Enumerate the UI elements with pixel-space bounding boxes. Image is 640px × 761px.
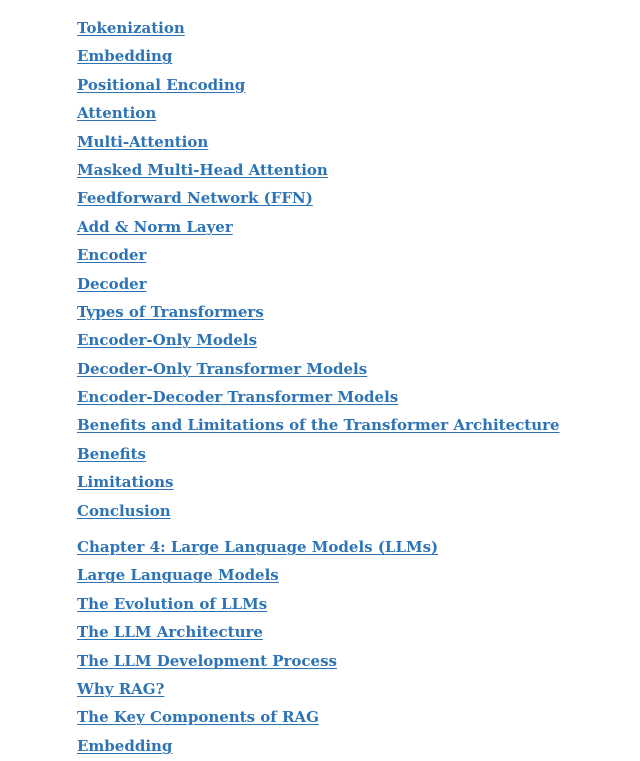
toc-link-embedding[interactable]: Embedding (77, 47, 173, 66)
toc-link-positional-encoding[interactable]: Positional Encoding (77, 75, 246, 94)
toc-link-masked-multi-head-attention[interactable]: Masked Multi-Head Attention (77, 160, 328, 179)
toc-link-feedforward-network[interactable]: Feedforward Network (FFN) (77, 189, 313, 208)
toc-link-chapter-4[interactable]: Chapter 4: Large Language Models (LLMs) (77, 538, 439, 557)
toc-link-decoder[interactable]: Decoder (77, 274, 147, 293)
toc-link-decoder-only-models[interactable]: Decoder-Only Transformer Models (77, 359, 368, 378)
toc-item (77, 156, 637, 184)
toc-link-key-components-of-rag[interactable]: The Key Components of RAG (77, 708, 319, 727)
toc-item (77, 355, 637, 383)
toc-link-limitations[interactable]: Limitations (77, 473, 174, 492)
toc-item (77, 184, 637, 212)
toc-item (77, 270, 637, 298)
toc-link-multi-attention[interactable]: Multi-Attention (77, 132, 209, 151)
toc-section-transformers (77, 0, 637, 525)
toc-item (77, 675, 637, 703)
toc-item (77, 533, 637, 561)
toc-item (77, 561, 637, 589)
toc-link-llm-development-process[interactable]: The LLM Development Process (77, 651, 337, 670)
toc-item (77, 703, 637, 731)
toc-item (77, 298, 637, 326)
toc-item (77, 618, 637, 646)
toc-item (77, 647, 637, 675)
toc-link-embedding-rag[interactable]: Embedding (77, 736, 173, 755)
toc-item (77, 468, 637, 496)
toc-item (77, 241, 637, 269)
toc-item (77, 732, 637, 760)
toc-section-llms (77, 525, 637, 760)
toc-item (77, 590, 637, 618)
toc-item (77, 326, 637, 354)
toc-item (77, 71, 637, 99)
toc-link-evolution-of-llms[interactable]: The Evolution of LLMs (77, 594, 268, 613)
toc-link-encoder-decoder-models[interactable]: Encoder-Decoder Transformer Models (77, 388, 399, 407)
toc-item (77, 383, 637, 411)
toc-link-benefits[interactable]: Benefits (77, 444, 146, 463)
toc-item (77, 42, 637, 70)
toc-item (77, 213, 637, 241)
toc-item (77, 440, 637, 468)
toc-link-types-of-transformers[interactable]: Types of Transformers (77, 302, 264, 321)
table-of-contents (77, 0, 637, 760)
toc-item (77, 99, 637, 127)
toc-link-benefits-and-limitations[interactable]: Benefits and Limitations of the Transformer Architecture (77, 416, 560, 435)
toc-link-add-norm-layer[interactable]: Add & Norm Layer (77, 217, 233, 236)
toc-link-conclusion[interactable]: Conclusion (77, 501, 171, 520)
toc-link-attention[interactable]: Attention (77, 104, 157, 123)
toc-link-why-rag[interactable]: Why RAG? (77, 679, 165, 698)
toc-link-tokenization[interactable]: Tokenization (77, 19, 185, 37)
toc-item (77, 497, 637, 525)
toc-link-large-language-models[interactable]: Large Language Models (77, 566, 279, 585)
toc-item (77, 128, 637, 156)
toc-item (77, 14, 637, 42)
toc-item (77, 411, 637, 439)
toc-link-encoder-only-models[interactable]: Encoder-Only Models (77, 331, 258, 350)
toc-link-encoder[interactable]: Encoder (77, 246, 147, 265)
toc-link-llm-architecture[interactable]: The LLM Architecture (77, 623, 263, 642)
